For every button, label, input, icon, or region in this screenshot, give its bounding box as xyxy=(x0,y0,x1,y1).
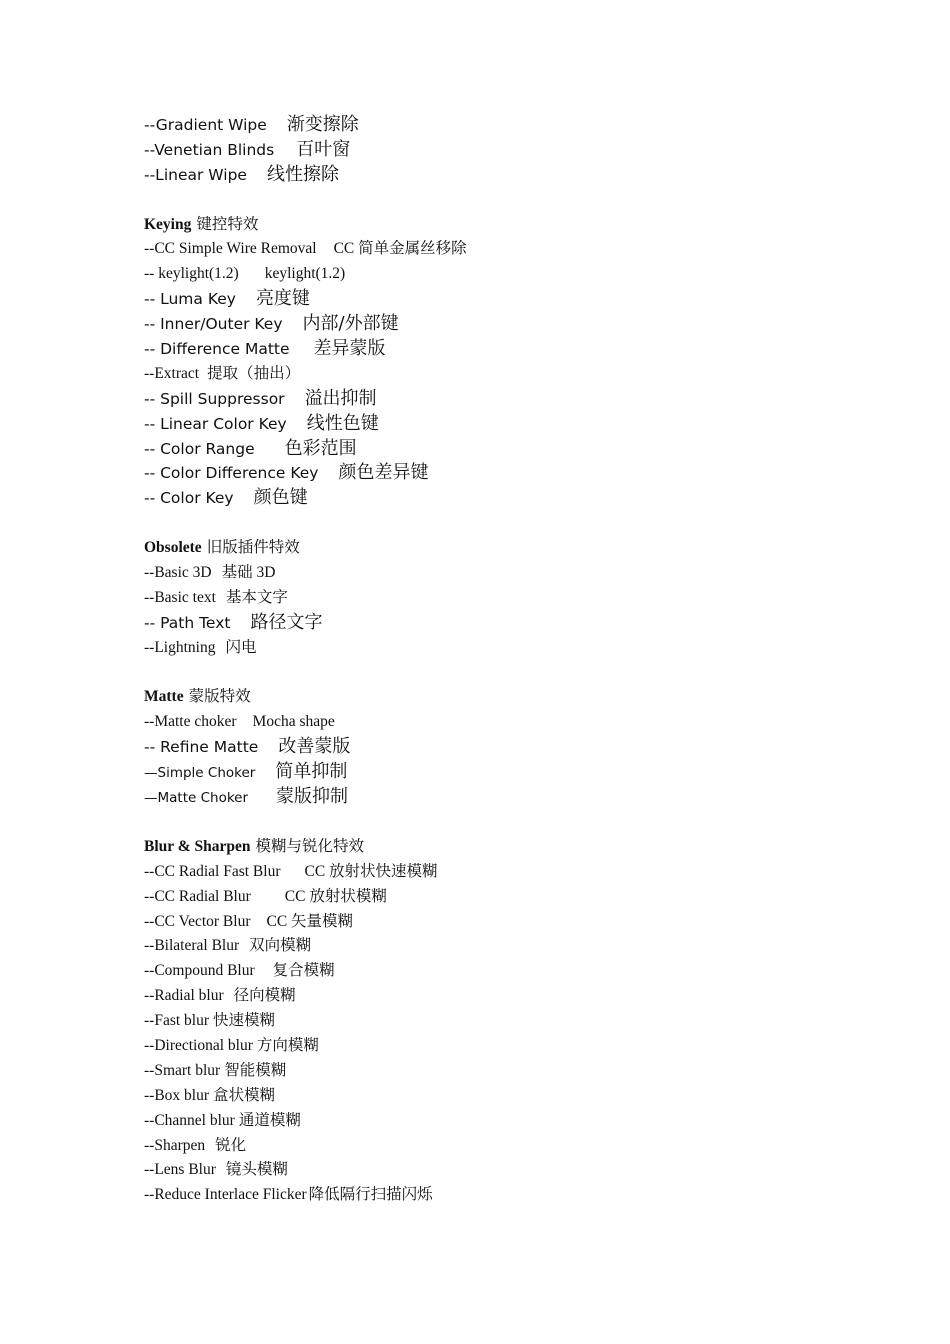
item-chinese: 线性色键 xyxy=(306,412,379,434)
item-english: -- Inner/Outer Key xyxy=(144,315,283,334)
section-heading-en: Keying xyxy=(144,215,192,233)
item-chinese: 色彩范围 xyxy=(284,437,357,459)
item-chinese: 线性擦除 xyxy=(266,163,339,185)
list-item xyxy=(144,312,904,337)
list-item xyxy=(144,885,904,910)
item-english: -- Spill Suppressor xyxy=(144,389,285,408)
section-heading xyxy=(144,685,904,710)
section-heading xyxy=(144,835,904,860)
item-chinese: 内部/外部键 xyxy=(302,313,399,335)
section-heading-cn: 旧版插件特效 xyxy=(206,539,300,557)
list-item xyxy=(144,959,904,984)
list-item xyxy=(144,163,904,188)
item-english: -- Color Range xyxy=(144,439,255,458)
item-english: --CC Radial Fast Blur xyxy=(144,862,281,880)
item-english: --Lens Blur xyxy=(144,1161,216,1179)
item-chinese: 差异蒙版 xyxy=(313,338,386,360)
item-chinese: 智能模糊 xyxy=(224,1061,287,1079)
list-item xyxy=(144,1034,904,1059)
list-item xyxy=(144,735,904,760)
list-item xyxy=(144,636,904,661)
section-heading xyxy=(144,536,904,561)
item-english: --Sharpen xyxy=(144,1136,206,1154)
list-item xyxy=(144,461,904,486)
list-item xyxy=(144,1158,904,1183)
item-chinese: 通道模糊 xyxy=(238,1111,301,1129)
section-heading-cn: 模糊与锐化特效 xyxy=(255,837,365,855)
item-english: -- Refine Matte xyxy=(144,738,259,757)
item-english: --Basic 3D xyxy=(144,564,212,582)
item-chinese: 复合模糊 xyxy=(272,962,335,980)
item-chinese: 镜头模糊 xyxy=(225,1161,288,1179)
item-chinese: 简单抑制 xyxy=(275,761,348,783)
item-english: --Directional blur xyxy=(144,1036,253,1054)
item-english: -- Color Difference Key xyxy=(144,464,319,483)
list-item xyxy=(144,984,904,1009)
list-item xyxy=(144,611,904,636)
item-english: --Extract xyxy=(144,364,200,382)
item-english: --Basic text xyxy=(144,588,216,606)
item-english: --Lightning xyxy=(144,638,216,656)
section-heading-cn: 蒙版特效 xyxy=(188,688,251,706)
item-chinese: 快速模糊 xyxy=(213,1012,276,1030)
item-english: -- Difference Matte xyxy=(144,340,290,359)
item-chinese: 降低隔行扫描闪烁 xyxy=(308,1186,433,1204)
item-chinese: 锐化 xyxy=(215,1136,247,1154)
item-chinese: 蒙版抑制 xyxy=(276,786,349,808)
item-chinese: 基本文字 xyxy=(225,588,288,606)
section-heading xyxy=(144,213,904,238)
section-spacer xyxy=(144,511,904,536)
list-item xyxy=(144,934,904,959)
list-item xyxy=(144,362,904,387)
list-item xyxy=(144,1084,904,1109)
item-english: --Gradient Wipe xyxy=(144,116,267,134)
item-chinese: 基础 3D xyxy=(221,564,276,582)
item-english: --Reduce Interlace Flicker xyxy=(144,1186,307,1204)
item-english: --CC Radial Blur xyxy=(144,887,251,905)
item-english: --Linear Wipe xyxy=(144,165,247,184)
list-item xyxy=(144,760,904,785)
item-english: --CC Simple Wire Removal xyxy=(144,240,317,258)
item-chinese: 百叶窗 xyxy=(296,138,351,160)
item-chinese: 改善蒙版 xyxy=(278,736,351,758)
list-item xyxy=(144,1183,904,1208)
list-item xyxy=(144,1059,904,1084)
item-chinese: 双向模糊 xyxy=(249,937,312,955)
section-spacer xyxy=(144,661,904,686)
list-item xyxy=(144,1109,904,1134)
list-item xyxy=(144,785,904,810)
item-english: --Smart blur xyxy=(144,1061,221,1079)
item-english: --Radial blur xyxy=(144,987,224,1005)
item-chinese: 闪电 xyxy=(225,638,257,656)
item-english: --Bilateral Blur xyxy=(144,937,240,955)
list-item xyxy=(144,486,904,511)
item-chinese: CC 放射状快速模糊 xyxy=(304,862,438,880)
item-english: --Fast blur xyxy=(144,1012,210,1030)
list-item xyxy=(144,1134,904,1159)
list-item xyxy=(144,262,904,287)
item-chinese: 提取（抽出） xyxy=(207,364,301,382)
item-english: -- keylight(1.2) xyxy=(144,265,239,283)
item-english: --Channel blur xyxy=(144,1111,235,1129)
list-item xyxy=(144,710,904,735)
section-heading-en: Matte xyxy=(144,688,184,706)
list-item xyxy=(144,287,904,312)
item-chinese: 径向模糊 xyxy=(233,987,296,1005)
item-chinese: 颜色差异键 xyxy=(338,462,429,484)
list-item xyxy=(144,437,904,462)
item-chinese: 颜色键 xyxy=(253,487,308,509)
list-item xyxy=(144,237,904,262)
section-heading-en: Obsolete xyxy=(144,539,202,557)
item-chinese: 方向模糊 xyxy=(256,1036,319,1054)
item-english: -- Luma Key xyxy=(144,290,236,309)
item-chinese: 溢出抑制 xyxy=(304,387,377,409)
item-english: -- Path Text xyxy=(144,613,231,632)
item-chinese: CC 矢量模糊 xyxy=(266,912,354,930)
list-item xyxy=(144,561,904,586)
item-english: -- Color Key xyxy=(144,489,234,508)
item-chinese: 亮度键 xyxy=(255,288,310,310)
item-chinese: 渐变擦除 xyxy=(286,114,359,135)
list-item xyxy=(144,586,904,611)
list-item xyxy=(144,860,904,885)
item-english: —Matte Choker xyxy=(144,790,249,807)
list-item xyxy=(144,113,904,138)
list-item xyxy=(144,387,904,412)
item-english: -- Linear Color Key xyxy=(144,414,287,433)
item-chinese: Mocha shape xyxy=(252,713,335,731)
item-chinese: CC 放射状模糊 xyxy=(284,887,387,905)
section-spacer xyxy=(144,188,904,213)
list-item xyxy=(144,1009,904,1034)
section-spacer xyxy=(144,810,904,835)
item-chinese: CC 简单金属丝移除 xyxy=(333,240,467,258)
item-chinese: 路径文字 xyxy=(250,611,323,633)
section-heading-cn: 键控特效 xyxy=(196,215,259,233)
list-item xyxy=(144,910,904,935)
list-item xyxy=(144,412,904,437)
item-english: --CC Vector Blur xyxy=(144,912,251,930)
item-english: --Matte choker xyxy=(144,713,237,731)
item-english: --Box blur xyxy=(144,1086,210,1104)
item-english: --Compound Blur xyxy=(144,962,255,980)
item-chinese: keylight(1.2) xyxy=(264,265,346,283)
document-body xyxy=(144,113,904,1208)
item-english: —Simple Choker xyxy=(144,765,256,782)
list-item xyxy=(144,337,904,362)
list-item xyxy=(144,138,904,163)
item-chinese: 盒状模糊 xyxy=(213,1086,276,1104)
item-english: --Venetian Blinds xyxy=(144,140,275,159)
section-heading-en: Blur & Sharpen xyxy=(144,837,251,855)
